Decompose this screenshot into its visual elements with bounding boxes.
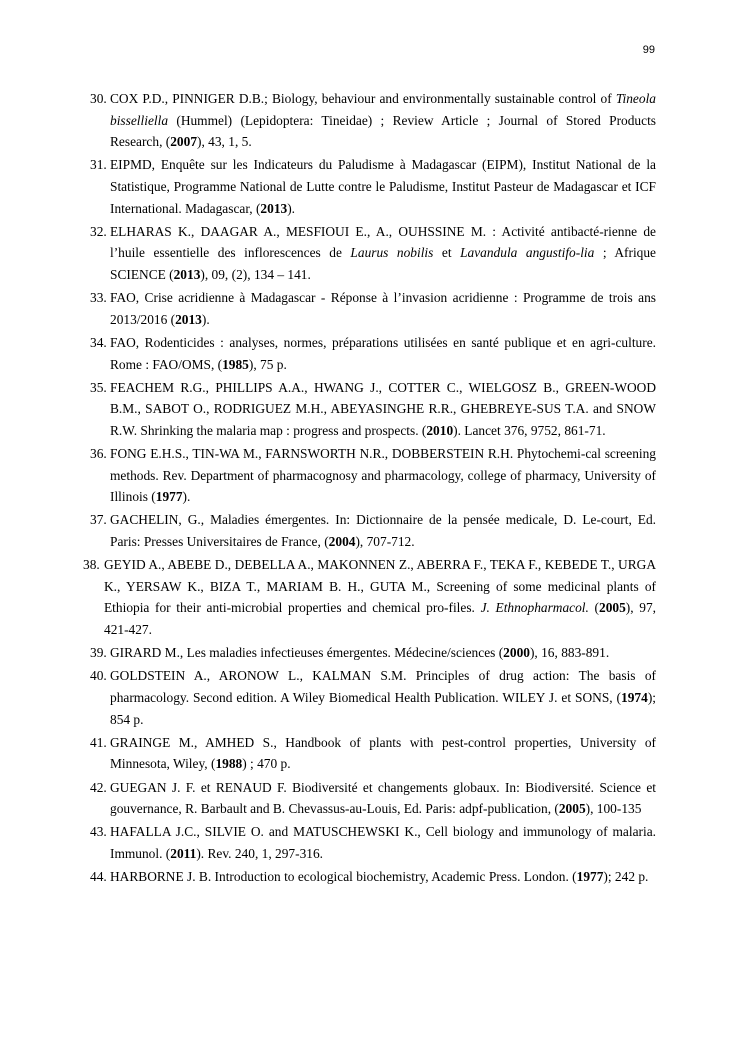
- reference-number: 44.: [90, 869, 107, 885]
- reference-item: [86, 866, 656, 888]
- reference-text: GRAINGE M., AMHED S., Handbook of plants with pest-control properties, University of Minnesota, Wiley, (: [110, 734, 656, 772]
- reference-italic-text: Lavandula angustifo-lia: [460, 245, 595, 261]
- reference-number: 32.: [90, 223, 107, 239]
- reference-text: FONG E.H.S., TIN-WA M., FARNSWORTH N.R., DOBBERSTEIN R.H. Phytochemi-cal screening methods. Rev. Department of pharmacognosy and pharmacology, college of pharmacy, University of Illinois (: [110, 446, 656, 505]
- reference-text: FEACHEM R.G., PHILLIPS A.A., HWANG J., COTTER C., WIELGOSZ B., GREEN-WOOD B.M., SABOT O., RODRIGUEZ M.H., ABEYASINGHE R.R., GHEBREYE-SUS T.A. and SNOW R.W. Shrinking the malaria map : progress and prospects. (: [110, 379, 656, 438]
- reference-year: 2013: [260, 200, 288, 216]
- reference-year: 2013: [173, 266, 201, 282]
- reference-text: HARBORNE J. B. Introduction to ecological biochemistry, Academic Press. London. (: [110, 869, 577, 885]
- reference-number: 38.: [83, 557, 100, 573]
- reference-number: 42.: [90, 779, 107, 795]
- reference-item: [86, 732, 656, 775]
- reference-number: 30.: [90, 91, 107, 106]
- reference-year: 2011: [170, 845, 197, 861]
- reference-text: ) ; 470 p.: [242, 756, 291, 772]
- page-number: 99: [642, 44, 655, 56]
- reference-item: [86, 88, 656, 153]
- reference-number: 43.: [90, 824, 107, 840]
- reference-text: ); 854 p.: [110, 689, 656, 727]
- reference-item: [86, 443, 656, 508]
- reference-item: [83, 554, 656, 640]
- reference-text: ELHARAS K., DAAGAR A., MESFIOUI E., A., OUHSSINE M. : Activité antibacté-rienne de l’huile essentielle des inflorescences de: [110, 223, 656, 261]
- reference-number: 36.: [90, 446, 107, 462]
- reference-item: [86, 377, 656, 442]
- reference-year: 2013: [175, 311, 202, 327]
- reference-text: ). Rev. 240, 1, 297-316.: [196, 845, 324, 861]
- reference-item: [86, 509, 656, 552]
- reference-list: [83, 88, 656, 889]
- reference-number: 37.: [90, 512, 107, 528]
- reference-text: et: [433, 245, 461, 261]
- reference-text: COX P.D., PINNIGER D.B.; Biology, behaviour and environmentally sustainable control of: [110, 91, 616, 106]
- reference-text: ), 43, 1, 5.: [197, 134, 252, 150]
- reference-italic-text: Laurus nobilis: [350, 245, 434, 261]
- reference-year: 1977: [576, 869, 604, 885]
- reference-text: (: [588, 600, 599, 616]
- reference-text: ).: [201, 311, 210, 327]
- reference-text: ). Lancet 376, 9752, 861-71.: [453, 422, 606, 438]
- reference-item: [86, 332, 656, 375]
- reference-item: [86, 665, 656, 730]
- reference-year: 1974: [621, 689, 648, 705]
- reference-text: ), 707-712.: [355, 534, 415, 550]
- reference-text: GOLDSTEIN A., ARONOW L., KALMAN S.M. Principles of drug action: The basis of pharmacology. Second edition. A Wiley Biomedical Health Publication. WILEY J. et SONS, (: [110, 668, 656, 705]
- reference-text: ).: [287, 200, 296, 216]
- reference-item: [86, 777, 656, 820]
- reference-text: ), 09, (2), 134 – 141.: [200, 266, 311, 282]
- reference-text: (Hummel) (Lepidoptera: Tineidae) ; Review Article ; Journal of Stored Products Research, (: [110, 112, 656, 150]
- reference-year: 2010: [426, 422, 454, 438]
- reference-item: [86, 821, 656, 864]
- reference-item: [86, 154, 656, 219]
- reference-text: GACHELIN, G., Maladies émergentes. In: Dictionnaire de la pensée medicale, D. Le-court, Ed. Paris: Presses Universitaires de France, (: [110, 512, 656, 550]
- reference-text: FAO, Crise acridienne à Madagascar - Réponse à l’invasion acridienne : Programme de trois ans 2013/2016 (: [110, 290, 656, 327]
- reference-number: 34.: [90, 334, 107, 350]
- reference-number: 39.: [90, 645, 107, 661]
- reference-number: 33.: [90, 290, 107, 306]
- reference-year: 2005: [558, 801, 586, 817]
- reference-item: [86, 642, 656, 664]
- reference-text: ), 97, 421-427.: [104, 600, 656, 637]
- reference-year: 1985: [222, 356, 249, 372]
- reference-text: ); 242 p.: [603, 869, 649, 885]
- reference-text: ), 100-135: [585, 801, 642, 817]
- reference-text: GIRARD M., Les maladies infectieuses émergentes. Médecine/sciences (: [110, 645, 504, 661]
- reference-text: EIPMD, Enquête sur les Indicateurs du Paludisme à Madagascar (EIPM), Institut National de la Statistique, Programme National de Lutte contre le Paludisme, Institut Pasteur de Madagascar et ICF International. Madagascar, (: [110, 157, 656, 216]
- reference-number: 31.: [90, 157, 107, 173]
- reference-text: GUEGAN J. F. et RENAUD F. Biodiversité et changements globaux. In: Biodiversité. Science et gouvernance, R. Barbault and B. Chevassus-au-Louis, Ed. Paris: adpf-publication, (: [110, 779, 656, 817]
- reference-italic-text: Tineola bisselliella: [110, 91, 656, 128]
- reference-number: 40.: [90, 668, 107, 684]
- reference-text: HAFALLA J.C., SILVIE O. and MATUSCHEWSKI K., Cell biology and immunology of malaria. Immunol. (: [110, 824, 656, 861]
- reference-item: [86, 287, 656, 330]
- reference-year: 1977: [155, 489, 183, 505]
- reference-text: GEYID A., ABEBE D., DEBELLA A., MAKONNEN Z., ABERRA F., TEKA F., KEBEDE T., URGA K., YERSAW K., BIZA T., MARIAM B. H., GUTA M., Screening of some medicinal plants of Ethiopia for their anti-microbial properties and chemical pro-files.: [104, 557, 656, 616]
- reference-year: 2000: [503, 645, 530, 661]
- reference-year: 2007: [170, 134, 198, 150]
- reference-italic-text: J. Ethnopharmacol.: [480, 600, 589, 616]
- reference-text: ), 75 p.: [248, 356, 287, 372]
- reference-item: [86, 221, 656, 286]
- reference-year: 2005: [599, 600, 626, 616]
- reference-text: FAO, Rodenticides : analyses, normes, préparations utilisées en santé publique et en agri-culture. Rome : FAO/OMS, (: [110, 334, 656, 372]
- reference-year: 2004: [328, 534, 356, 550]
- reference-year: 1988: [215, 756, 243, 772]
- reference-text: ).: [182, 489, 191, 505]
- reference-number: 41.: [90, 734, 107, 750]
- reference-text: ; Afrique SCIENCE (: [110, 245, 656, 282]
- reference-number: 35.: [90, 379, 107, 395]
- reference-text: ), 16, 883-891.: [529, 645, 610, 661]
